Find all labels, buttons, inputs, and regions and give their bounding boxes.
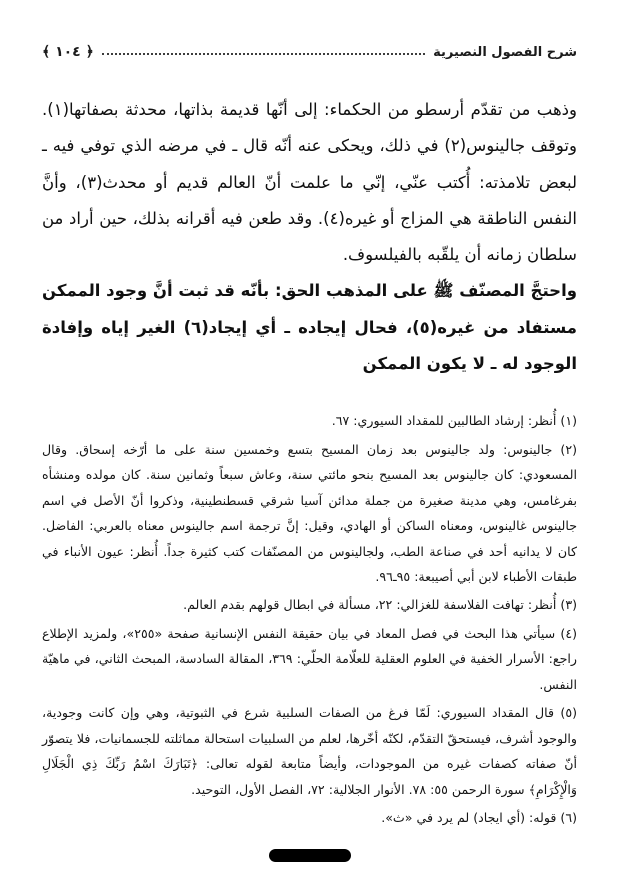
- main-text-block: [42, 92, 577, 382]
- footnotes-section: [42, 408, 577, 830]
- page-number: ﴿ ١٠٤ ﴾: [42, 44, 94, 60]
- footnote-5: (٥) قال المقداد السيوري: لَمّا فرغ من الصفات السلبية شرع في الثبوتية، وهي وإن كانت وجودية، والوجود أشرف، فيستحقّ التقدّم، لكنّه أخّرها، لعلم من السلبيات استحالة مماثلته للجسمانيات، فلا يتصوّر أنّ صفاته كصفات غيره من الموجودات، وأيضاً متابعة لقوله تعالى: ﴿تَبَارَكَ اسْمُ رَبِّكَ ذِي الْجَلَالِ وَالْإِكْرَامِ﴾ سورة الرحمن ٥٥: ٧٨. الأنوار الجلالية: ٧٢، الفصل الأول، التوحيد.: [42, 705, 577, 797]
- running-head-book-title: شرح الفصول النصيرية: [433, 45, 577, 60]
- footnote-4: (٤) سيأتي هذا البحث في فصل المعاد في بيان حقيقة النفس الإنسانية صفحة «٢٥٥»، ولمزيد الإطلاع راجع: الأسرار الخفية في العلوم العقلية للعلّامة الحلّي: ٣٦٩، المقالة السادسة، المبحث الثاني، في ماهيّة النفس.: [42, 625, 577, 692]
- body-paragraph-2-bold: واحتجَّ المصنّف ﷺ على المذهب الحق: بأنّه قد ثبت أنَّ وجود الممكن مستفاد من غيره(٥)، فحال إيجاده ـ أي إيجاد(٦) الغير إياه وإفادة الوجود له ـ لا يكون الممكن: [42, 281, 577, 374]
- body-paragraph-1: وذهب من تقدّم أرسطو من الحكماء: إلى أنّها قديمة بذاتها، محدثة بصفاتها(١). وتوقف جالينوس(٢) في ذلك، ويحكى عنه أنّه قال ـ في مرضه الذي توفي فيه ـ لبعض تلامذته: أُكتب عنّي، إنّي ما علمت أنّ العالم قديم أو محدث(٣)، وأنَّ النفس الناطقة هي المزاج أو غيره(٤). وقد طعن فيه أقرانه بذلك، حين أراد من سلطان زمانه أن يلقّبه بالفيلسوف.: [42, 100, 577, 265]
- header-dotted-leader: [102, 53, 425, 55]
- footer-decorative-bar: [269, 849, 351, 862]
- footnote-3: (٣) أُنظر: تهافت الفلاسفة للغزالي: ٢٢، مسألة في ابطال قولهم بقدم العالم.: [183, 597, 577, 613]
- running-head: [42, 44, 577, 60]
- footnote-1: (١) أُنظر: إرشاد الطالبين للمقداد السيوري: ٦٧.: [331, 413, 577, 429]
- footnote-2: (٢) جالينوس: ولد جالينوس بعد زمان المسيح بتسع وخمسين سنة على ما أرّخه إسحاق. وقال المسعودي: كان جالينوس بعد المسيح بنحو مائتي سنة، وعاش سبعاً وثمانين سنة. كان مولده ومنشأه بفرغامس، وهي مدينة صغيرة من جملة مدائن آسيا شرقي قسطنطينية، وذكروا أنّ الأصل في اسم جالينوس غالينوس، ومعناه الساكن أو الهادي، وقيل: إنَّ ترجمة اسم جالينوس معناه بالعربي: الفاضل. كان لا يدانيه أحد في صناعة الطب، ولجالينوس من المصنّفات كتب كثيرة جداً. أُنظر: عيون الأنباء في طبقات الأطباء لابن أبي أصيبعة: ٩٥ـ٩٦.: [42, 441, 577, 584]
- footnote-6: (٦) قوله: (أي ايجاد) لم يرد في «ث».: [381, 809, 577, 825]
